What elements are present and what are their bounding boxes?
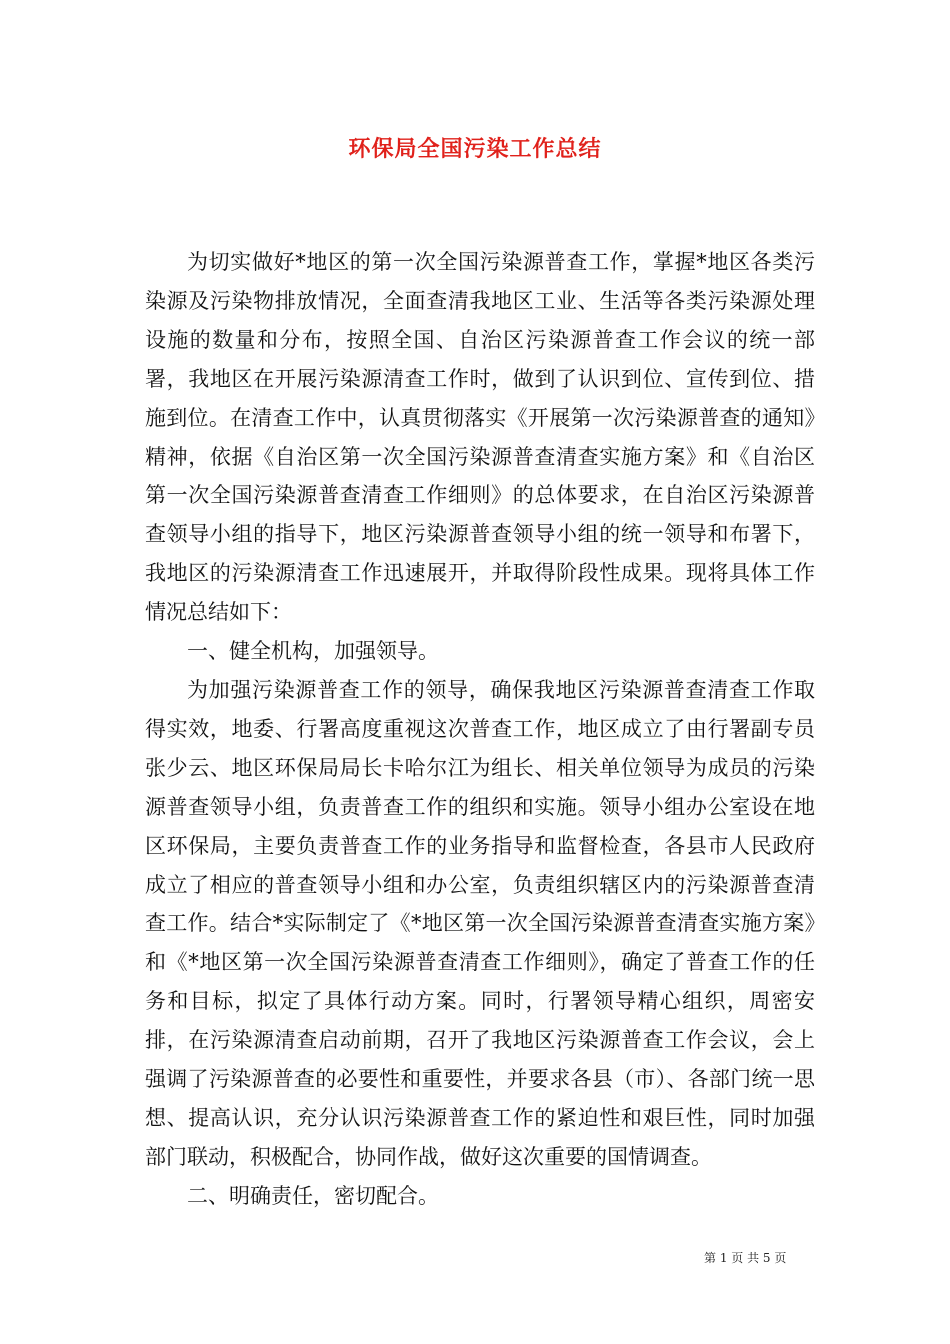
section-heading-1: 一、健全机构，加强领导。 [187,639,439,664]
page-number-footer: 第 1 页 共 5 页 [704,1251,787,1265]
section-heading-2: 二、明确责任，密切配合。 [187,1183,439,1208]
paragraph-intro: 为切实做好*地区的第一次全国污染源普查工作，掌握*地区各类污染源及污染物排放情况，全面查清我地区工业、生活等各类污染源处理设施的数量和分布，按照全国、自治区污染源普查工作会议的统一部署，我地区在开展污染源清查工作时，做到了认识到位、宣传到位、措施到位。在清查工作中，认真贯彻落实《开展第一次污染源普查的通知》精神，依据《自治区第一次全国污染源普查清查实施方案》和《自治区第一次全国污染源普查清查工作细则》的总体要求，在自治区污染源普查领导小组的指导下，地区污染源普查领导小组的统一领导和布署下，我地区的污染源清查工作迅速展开，并取得阶段性成果。现将具体工作情况总结如下： [145,250,815,625]
document-body [145,243,815,1216]
document-title: 环保局全国污染工作总结 [348,136,602,162]
paragraph-section-1: 为加强污染源普查工作的领导，确保我地区污染源普查清查工作取得实效，地委、行署高度重视这次普查工作，地区成立了由行署副专员张少云、地区环保局局长卡哈尔江为组长、相关单位领导为成员的污染源普查领导小组，负责普查工作的组织和实施。领导小组办公室设在地区环保局，主要负责普查工作的业务指导和监督检查，各县市人民政府成立了相应的普查领导小组和办公室，负责组织辖区内的污染源普查清查工作。结合*实际制定了《*地区第一次全国污染源普查清查实施方案》和《*地区第一次全国污染源普查清查工作细则》，确定了普查工作的任务和目标，拟定了具体行动方案。同时，行署领导精心组织，周密安排，在污染源清查启动前期，召开了我地区污染源普查工作会议，会上强调了污染源普查的必要性和重要性，并要求各县（市）、各部门统一思想、提高认识，充分认识污染源普查工作的紧迫性和艰巨性，同时加强部门联动，积极配合，协同作战，做好这次重要的国情调查。 [145,677,815,1169]
